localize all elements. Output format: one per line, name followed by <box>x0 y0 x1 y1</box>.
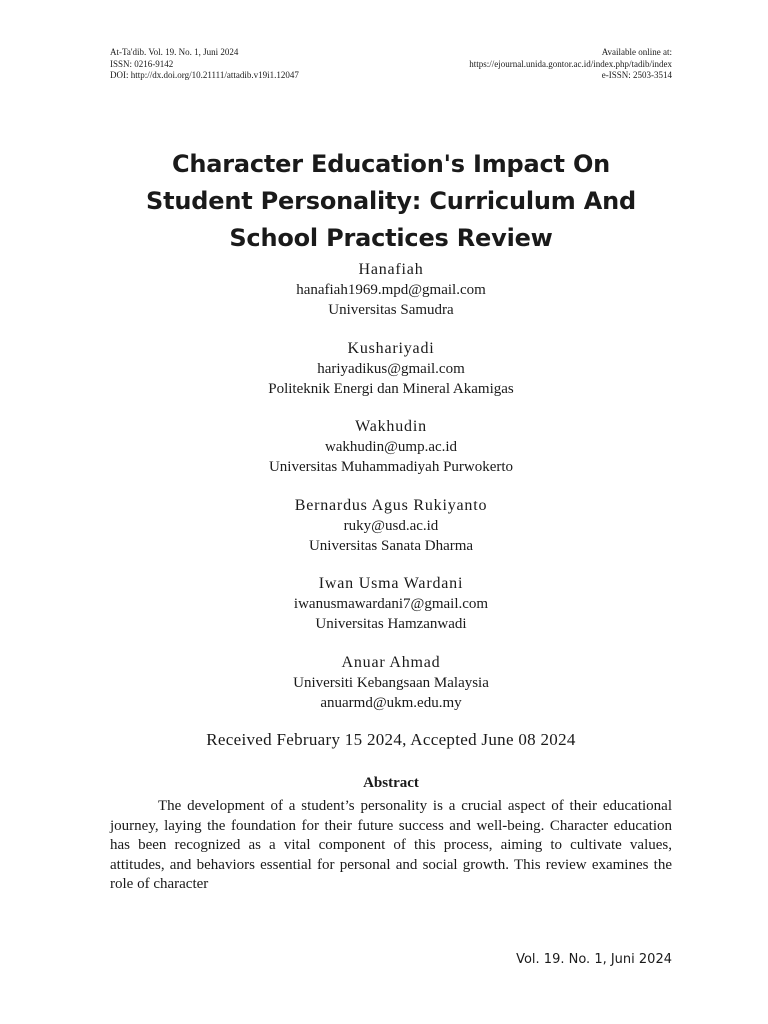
author-detail: ruky@usd.ac.id <box>343 517 439 534</box>
author-block <box>96 573 686 652</box>
author-detail: Politeknik Energi dan Mineral Akamigas <box>268 380 514 397</box>
journal-eissn: e-ISSN: 2503-3514 <box>601 70 672 80</box>
author-detail: anuarmd@ukm.edu.my <box>320 694 462 711</box>
page-footer: Vol. 19. No. 1, Juni 2024 <box>516 952 672 967</box>
author-detail: Universitas Muhammadiyah Purwokerto <box>268 459 514 475</box>
journal-doi: DOI: http://dx.doi.org/10.21111/attadib.v19i1.12047 <box>110 70 299 80</box>
author-detail: iwanusmawardani7@gmail.com <box>293 596 489 612</box>
author-detail: hanafiah1969.mpd@gmail.com <box>296 282 486 298</box>
author-name: Kushariyadi <box>347 339 435 357</box>
author-detail: Universiti Kebangsaan Malaysia <box>293 674 489 691</box>
abstract-heading: Abstract <box>363 775 419 791</box>
title-line: School Practices Review <box>229 224 553 252</box>
available-online-label: Available online at: <box>601 47 672 57</box>
author-block <box>96 416 686 495</box>
author-detail: hariyadikus@gmail.com <box>317 360 465 377</box>
author-name: Bernardus Agus Rukiyanto <box>294 496 488 514</box>
author-list <box>96 259 686 730</box>
author-detail: Universitas Samudra <box>328 302 454 318</box>
author-block <box>96 259 686 338</box>
submission-dates: Received February 15 2024, Accepted June 08 2024 <box>206 730 576 749</box>
author-name: Hanafiah <box>358 261 424 278</box>
paper-title <box>96 146 686 257</box>
journal-info <box>110 47 299 82</box>
author-name: Wakhudin <box>355 418 427 435</box>
journal-issn: ISSN: 0216-9142 <box>110 58 174 69</box>
journal-issue: At-Ta'dib. Vol. 19. No. 1, Juni 2024 <box>110 47 239 57</box>
author-detail: Universitas Sanata Dharma <box>308 537 474 554</box>
author-block <box>96 338 686 417</box>
title-line: Student Personality: Curriculum And <box>146 187 636 215</box>
title-line: Character Education's Impact On <box>171 150 611 178</box>
journal-url: https://ejournal.unida.gontor.ac.id/index.php/tadib/index <box>469 58 672 69</box>
author-block <box>96 652 686 731</box>
author-name: Iwan Usma Wardani <box>318 575 464 592</box>
author-detail: wakhudin@ump.ac.id <box>324 439 458 455</box>
running-header <box>110 47 672 82</box>
author-name: Anuar Ahmad <box>341 653 441 671</box>
author-block <box>96 495 686 574</box>
abstract-text: The development of a student’s personality is a crucial aspect of their educational journey, laying the foundation for their future success and well-being. Character education has been recognized as a vital component of this process, aiming to cultivate values, attitudes, and behaviors essential for personal and social growth. This review examines the role of character <box>110 798 672 893</box>
availability-info <box>469 47 672 82</box>
author-detail: Universitas Hamzanwadi <box>315 616 467 632</box>
